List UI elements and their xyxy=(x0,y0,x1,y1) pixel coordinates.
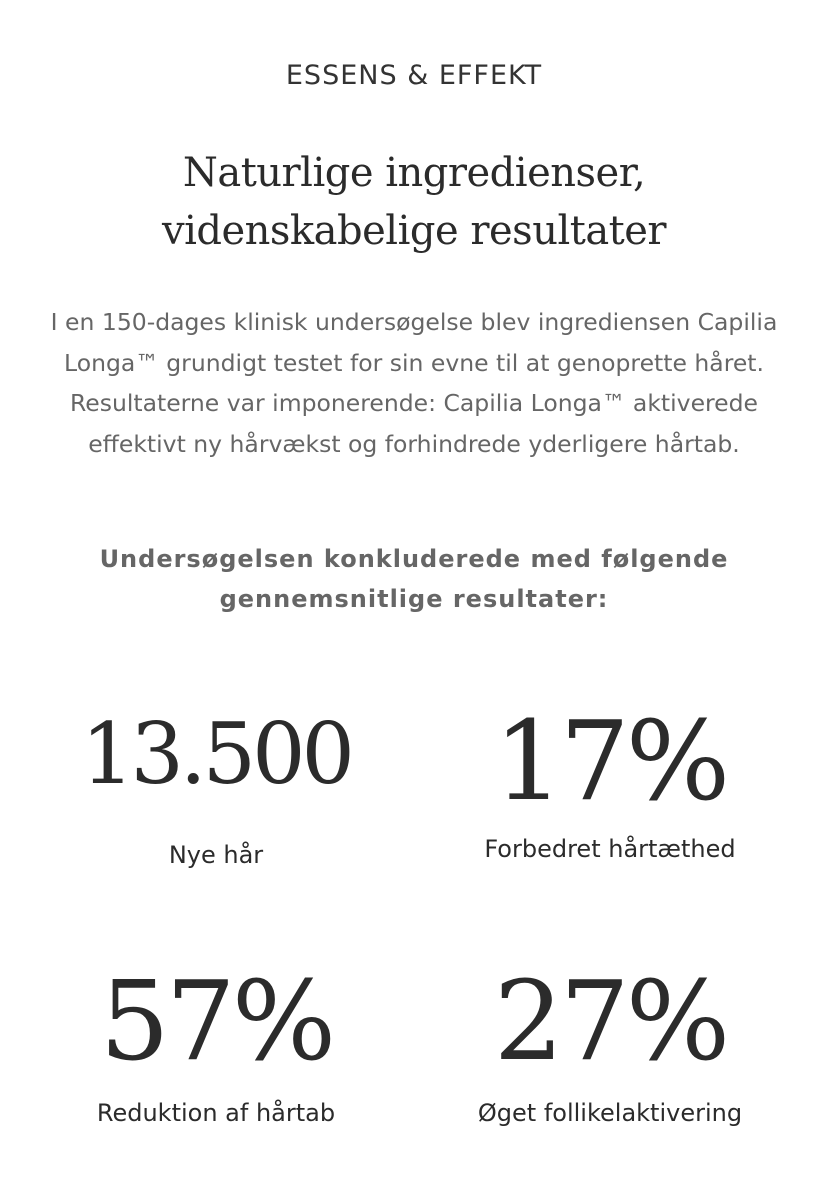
stat-value: 17% xyxy=(493,697,727,825)
stat-hair-loss-reduction xyxy=(26,957,406,1128)
stat-label: Øget follikelaktivering xyxy=(477,1099,743,1127)
stat-follicle-activation xyxy=(420,957,800,1128)
stat-label: Reduktion af hårtab xyxy=(96,1099,336,1127)
stat-new-hair xyxy=(26,706,406,870)
stat-label: Forbedret hårtæthed xyxy=(484,835,736,863)
section-eyebrow: ESSENS & EFFEKT xyxy=(285,60,543,91)
stat-hair-density xyxy=(420,697,800,864)
stat-value: 57% xyxy=(99,957,333,1085)
section-headline: Naturlige ingredienser, videnskabelige resultater xyxy=(161,150,667,254)
conclusion-text: Undersøgelsen konkluderede med følgende gennemsnitlige resultater: xyxy=(99,545,729,613)
stat-value: 13.500 xyxy=(81,705,351,803)
intro-paragraph: I en 150-dages klinisk undersøgelse blev ingrediensen Capilia Longa™ grundigt testet for sin evne til at genoprette håret. Resultaterne var imponerende: Capilia Longa™ aktiverede effektivt ny hårvækst og forhindrede yderligere hårtab. xyxy=(50,308,778,458)
stat-value: 27% xyxy=(493,957,727,1085)
stat-label: Nye hår xyxy=(168,841,264,869)
